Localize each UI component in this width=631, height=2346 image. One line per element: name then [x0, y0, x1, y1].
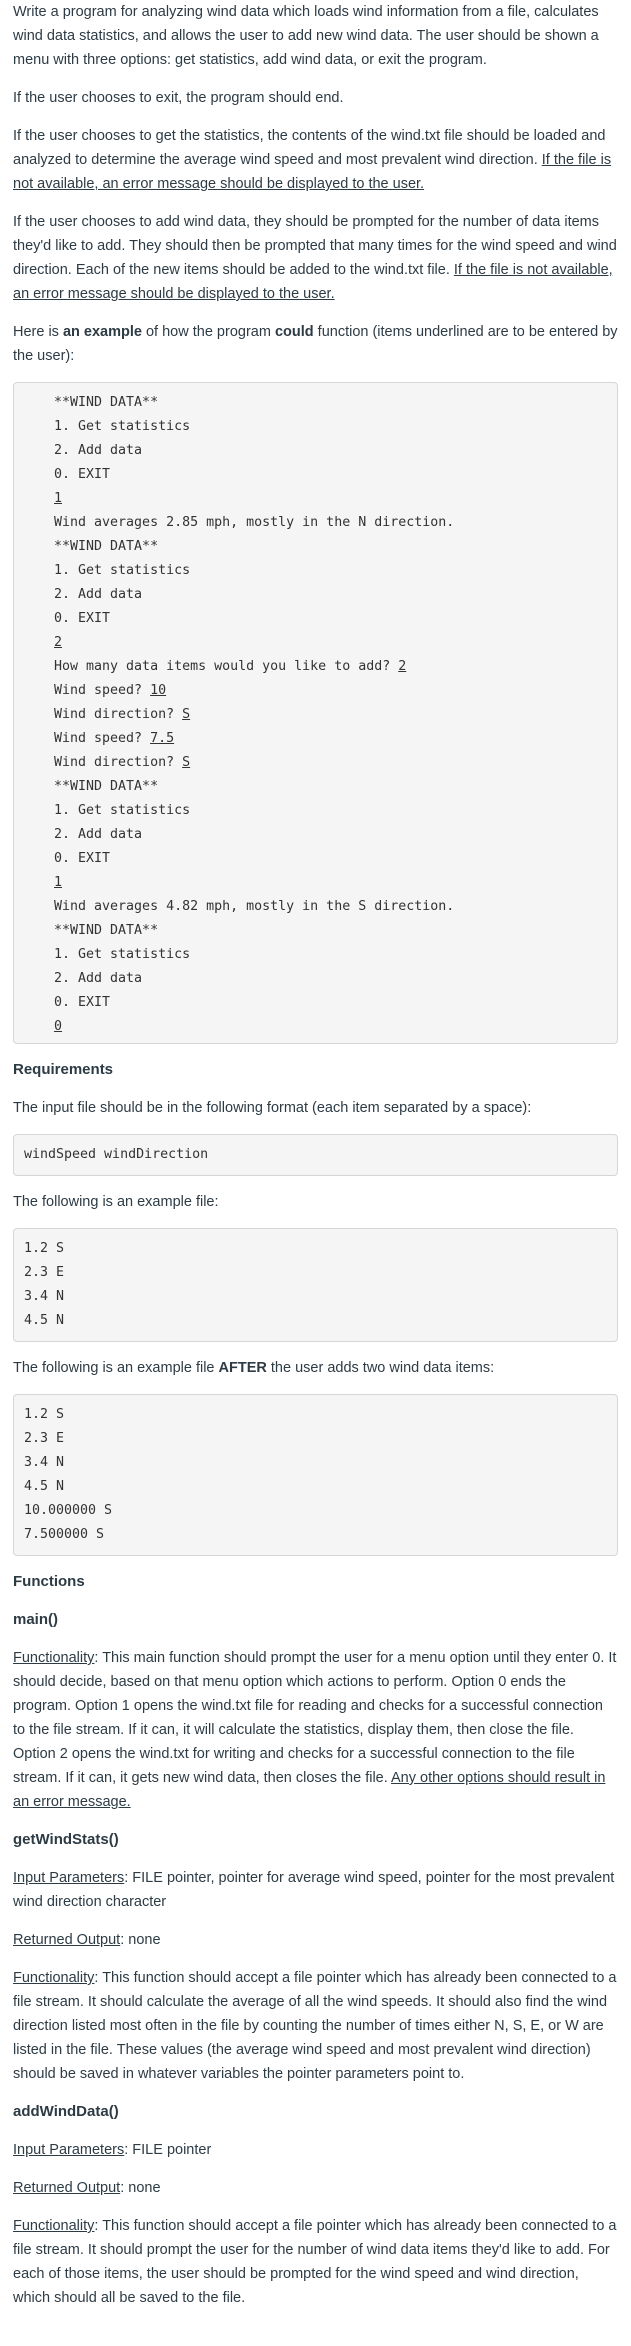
main-functionality [13, 1646, 618, 1814]
file-line: 3.4 N [24, 1289, 65, 1304]
getwindstats-params-text: : FILE pointer, pointer for average wind speed, pointer for the most prevalent wind direction character [13, 1870, 615, 1910]
console-user-input: S [182, 755, 191, 770]
console-line [54, 775, 617, 799]
addwinddata-output-text: : none [120, 2180, 161, 2196]
console-line [54, 703, 617, 727]
example-intro-text-a: Here is [13, 324, 63, 340]
getwindstats-output [13, 1928, 618, 1952]
getwindstats-functionality-label: Functionality [13, 1970, 95, 1986]
addwinddata-heading: addWindData() [13, 2103, 119, 2120]
console-line [54, 487, 617, 511]
getwindstats-output-label: Returned Output [13, 1932, 121, 1948]
getwindstats-heading: getWindStats() [13, 1831, 119, 1848]
addwinddata-functionality [13, 2214, 618, 2310]
add-data-error-note: If the file is not available, an error message should be displayed to the user. [13, 262, 613, 302]
console-output-text: 0. EXIT [54, 611, 111, 626]
functions-heading: Functions [13, 1573, 85, 1590]
example-intro-text-c: of how the program [141, 324, 275, 340]
file-line: 4.5 N [24, 1479, 65, 1494]
format-code-block [13, 1134, 618, 1176]
console-line [54, 895, 617, 919]
format-code-line: windSpeed windDirection [24, 1147, 209, 1162]
after-file-intro [13, 1356, 618, 1380]
main-error-note: Any other options should result in an error message. [13, 1770, 606, 1810]
statistics-text: If the user chooses to get the statistics, the contents of the wind.txt file should be loaded and analyzed to determine the average wind speed and most prevalent wind direction. [13, 128, 606, 168]
console-output-text: **WIND DATA** [54, 395, 159, 410]
console-user-input: 7.5 [150, 731, 175, 746]
example-intro-text-e: function (items underlined are to be entered by the user): [13, 324, 618, 364]
console-line [54, 391, 617, 415]
getwindstats-params-label: Input Parameters [13, 1870, 125, 1886]
requirements-heading: Requirements [13, 1061, 114, 1078]
console-line [54, 871, 617, 895]
console-output-text: **WIND DATA** [54, 539, 159, 554]
file-line: 10.000000 S [24, 1503, 113, 1518]
console-line [54, 535, 617, 559]
console-user-input: 1 [54, 491, 63, 506]
addwinddata-output [13, 2176, 618, 2200]
console-line [54, 583, 617, 607]
console-line [54, 655, 617, 679]
example-intro-bold-b: could [274, 324, 314, 340]
console-output-text: **WIND DATA** [54, 923, 159, 938]
console-output-text: 1. Get statistics [54, 803, 191, 818]
console-line [54, 727, 617, 751]
example-intro-bold-a: an example [62, 324, 142, 340]
console-line [54, 967, 617, 991]
console-output-text: Wind averages 2.85 mph, mostly in the N direction. [54, 515, 455, 530]
console-line [54, 919, 617, 943]
console-output-text: 2. Add data [54, 827, 143, 842]
console-user-input: S [182, 707, 191, 722]
console-output-text: 1. Get statistics [54, 419, 191, 434]
console-user-input: 2 [54, 635, 63, 650]
console-output-text: 1. Get statistics [54, 947, 191, 962]
main-function-heading: main() [13, 1611, 58, 1628]
console-line [54, 799, 617, 823]
getwindstats-functionality-text: : This function should accept a file pointer which has already been connected to a file stream. It should calculate the average of all the wind speeds. It should also find the wind direction listed most often in the file by counting the number of times either N, S, E, or W are listed in the file. These values (the average wind speed and most prevalent wind direction) should be saved in whatever variables the pointer parameters point to. [13, 1970, 617, 2082]
console-output-text: 1. Get statistics [54, 563, 191, 578]
console-user-input: 0 [54, 1019, 63, 1034]
file-line: 1.2 S [24, 1407, 65, 1422]
console-line [54, 439, 617, 463]
addwinddata-params [13, 2138, 618, 2162]
console-line [54, 607, 617, 631]
getwindstats-output-text: : none [120, 1932, 161, 1948]
after-file-text-a: The following is an example file [13, 1360, 219, 1376]
main-functionality-text: : This main function should prompt the user for a menu option until they enter 0. It should decide, based on that menu option which actions to perform. Option 0 ends the program. Option 1 opens the wind.txt file for reading and checks for a successful connection to the file stream. If it can, it will calculate the statistics, display them, then close the file. Option 2 opens the wind.txt for writing and checks for a successful connection to the file stream. If it can, it gets new wind data, then closes the file. [13, 1650, 617, 1786]
main-functionality-label: Functionality [13, 1650, 95, 1666]
console-output-text: Wind speed? [54, 683, 151, 698]
console-line [54, 679, 617, 703]
statistics-paragraph [13, 124, 618, 196]
exit-paragraph: If the user chooses to exit, the program should end. [13, 90, 344, 106]
addwinddata-params-text: : FILE pointer [124, 2142, 212, 2158]
console-line [54, 559, 617, 583]
file-line: 2.3 E [24, 1431, 65, 1446]
console-output-text: How many data items would you like to add? [54, 659, 399, 674]
console-user-input: 10 [150, 683, 167, 698]
example-file-intro: The following is an example file: [13, 1194, 219, 1210]
getwindstats-params [13, 1866, 618, 1914]
console-line [54, 991, 617, 1015]
addwinddata-output-label: Returned Output [13, 2180, 121, 2196]
console-line [54, 823, 617, 847]
console-line [54, 463, 617, 487]
console-output-text: 0. EXIT [54, 467, 111, 482]
statistics-error-note: If the file is not available, an error message should be displayed to the user. [13, 152, 612, 192]
console-line [54, 751, 617, 775]
console-line [54, 943, 617, 967]
console-output-text: **WIND DATA** [54, 779, 159, 794]
file-line: 2.3 E [24, 1265, 65, 1280]
console-output-text: Wind averages 4.82 mph, mostly in the S direction. [54, 899, 455, 914]
console-output-text: Wind direction? [54, 707, 183, 722]
file-line: 1.2 S [24, 1241, 65, 1256]
console-output-text: 0. EXIT [54, 995, 111, 1010]
getwindstats-functionality [13, 1966, 618, 2086]
add-data-text: If the user chooses to add wind data, they should be prompted for the number of data items they'd like to add. They should then be prompted that many times for the wind speed and wind direction. Each of the new items should be added to the wind.txt file. [13, 214, 617, 278]
addwinddata-functionality-text: : This function should accept a file pointer which has already been connected to a file stream. It should prompt the user for the number of wind data items they'd like to add. For each of those items, the user should be prompted for the wind speed and wind direction, which should all be saved to the file. [13, 2218, 617, 2306]
console-output-text: 0. EXIT [54, 851, 111, 866]
console-output-text: 2. Add data [54, 971, 143, 986]
after-file-block [13, 1394, 618, 1556]
console-output-text: 2. Add data [54, 443, 143, 458]
console-output-text: Wind direction? [54, 755, 183, 770]
intro-paragraph: Write a program for analyzing wind data which loads wind information from a file, calculates wind data statistics, and allows the user to add new wind data. The user should be shown a menu with three options: get statistics, add wind data, or exit the program. [13, 4, 599, 68]
console-output-text: 2. Add data [54, 587, 143, 602]
after-file-text-c: the user adds two wind data items: [266, 1360, 495, 1376]
console-line [54, 415, 617, 439]
example-file-block [13, 1228, 618, 1342]
console-user-input: 2 [398, 659, 407, 674]
console-line [54, 631, 617, 655]
example-console-output [13, 382, 618, 1044]
add-data-paragraph [13, 210, 618, 306]
console-line [54, 1015, 617, 1039]
example-intro-paragraph [13, 320, 618, 368]
addwinddata-params-label: Input Parameters [13, 2142, 125, 2158]
after-file-bold: AFTER [218, 1360, 267, 1376]
console-user-input: 1 [54, 875, 63, 890]
addwinddata-functionality-label: Functionality [13, 2218, 95, 2234]
file-line: 3.4 N [24, 1455, 65, 1470]
console-line [54, 511, 617, 535]
console-output-text: Wind speed? [54, 731, 151, 746]
file-line: 4.5 N [24, 1313, 65, 1328]
format-intro: The input file should be in the following format (each item separated by a space): [13, 1100, 532, 1116]
file-line: 7.500000 S [24, 1527, 105, 1542]
console-line [54, 847, 617, 871]
